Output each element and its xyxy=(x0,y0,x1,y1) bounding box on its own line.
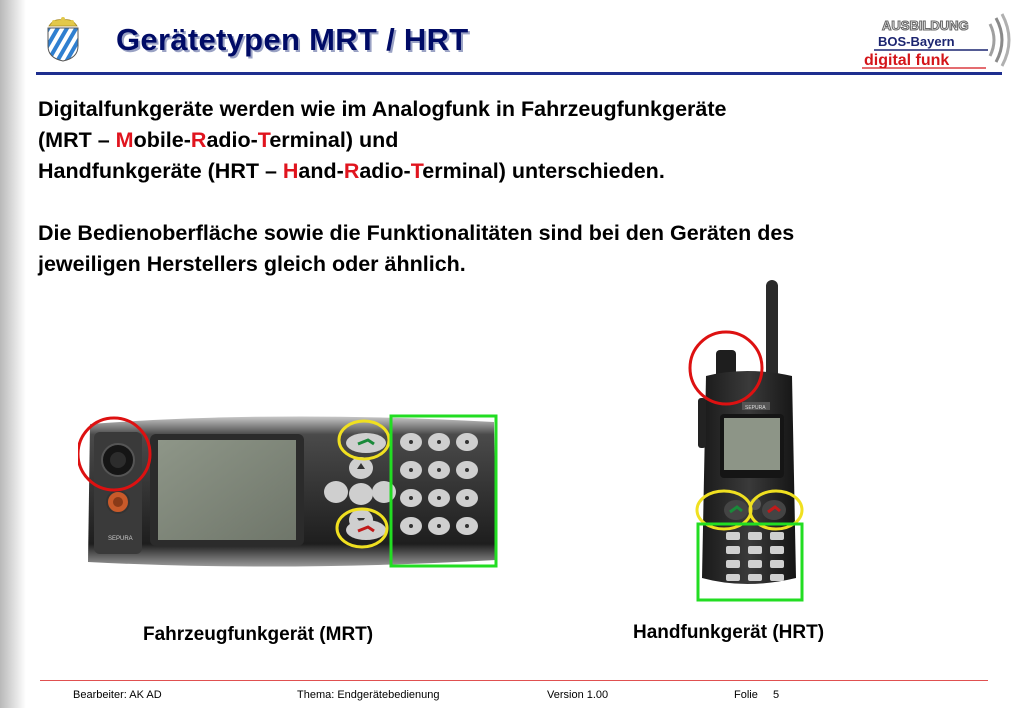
hrt-word-radio: adio- xyxy=(359,159,411,183)
mrt-caption: Fahrzeugfunkgerät (MRT) xyxy=(143,624,374,645)
bavaria-crest-icon xyxy=(44,16,82,62)
slide-title: Gerätetypen MRT / HRT xyxy=(116,22,469,57)
paragraph-gap xyxy=(38,187,988,218)
svg-text:AUSBILDUNG: AUSBILDUNG xyxy=(882,18,969,33)
mrt-suffix: erminal) und xyxy=(269,128,399,152)
footer-topic: Thema: Endgerätebedienung xyxy=(297,689,440,701)
hrt-letter-h: H xyxy=(282,159,299,183)
title-divider xyxy=(36,72,1002,75)
mrt-letter-t: T xyxy=(257,128,270,152)
hrt-suffix: erminal) unterschieden. xyxy=(422,159,665,183)
hrt-word-hand: and- xyxy=(298,159,344,183)
svg-text:BOS-Bayern: BOS-Bayern xyxy=(878,34,955,49)
intro-line-2 xyxy=(38,125,988,156)
hrt-letter-r: R xyxy=(343,159,360,183)
footer-slide-number: 5 xyxy=(773,689,780,701)
footer-author: Bearbeiter: AK AD xyxy=(73,689,162,701)
hrt-caption: Handfunkgerät (HRT) xyxy=(633,622,825,643)
mrt-word-mobile: obile- xyxy=(133,128,191,152)
mrt-prefix: (MRT – xyxy=(38,128,116,152)
hrt-letter-t: T xyxy=(410,159,423,183)
bos-bayern-digitalfunk-logo xyxy=(856,10,1012,70)
intro-para2-line-1: Die Bedienoberfläche sowie die Funktionalitäten sind bei den Geräten des xyxy=(38,221,795,245)
hrt-brand-label: SEPURA xyxy=(745,405,766,411)
intro-para2-line-2: jeweiligen Herstellers gleich oder ähnlich. xyxy=(38,252,466,276)
footer-version: Version 1.00 xyxy=(547,689,609,701)
intro-text xyxy=(38,94,988,280)
intro-line-3 xyxy=(38,156,988,187)
left-edge-shade xyxy=(0,0,26,708)
mrt-letter-r: R xyxy=(190,128,207,152)
mrt-word-radio: adio- xyxy=(206,128,258,152)
footer-slide-label: Folie xyxy=(734,689,758,701)
intro-line-1: Digitalfunkgeräte werden wie im Analogfunk in Fahrzeugfunkgeräte xyxy=(38,97,727,121)
mrt-device-image xyxy=(78,410,502,572)
svg-text:digital funk: digital funk xyxy=(864,52,950,69)
mrt-brand-label: SEPURA xyxy=(108,536,133,542)
footer-divider xyxy=(40,680,988,681)
hrt-device-image xyxy=(682,278,812,606)
mrt-letter-m: M xyxy=(115,128,134,152)
hrt-prefix: Handfunkgeräte (HRT – xyxy=(38,159,283,183)
